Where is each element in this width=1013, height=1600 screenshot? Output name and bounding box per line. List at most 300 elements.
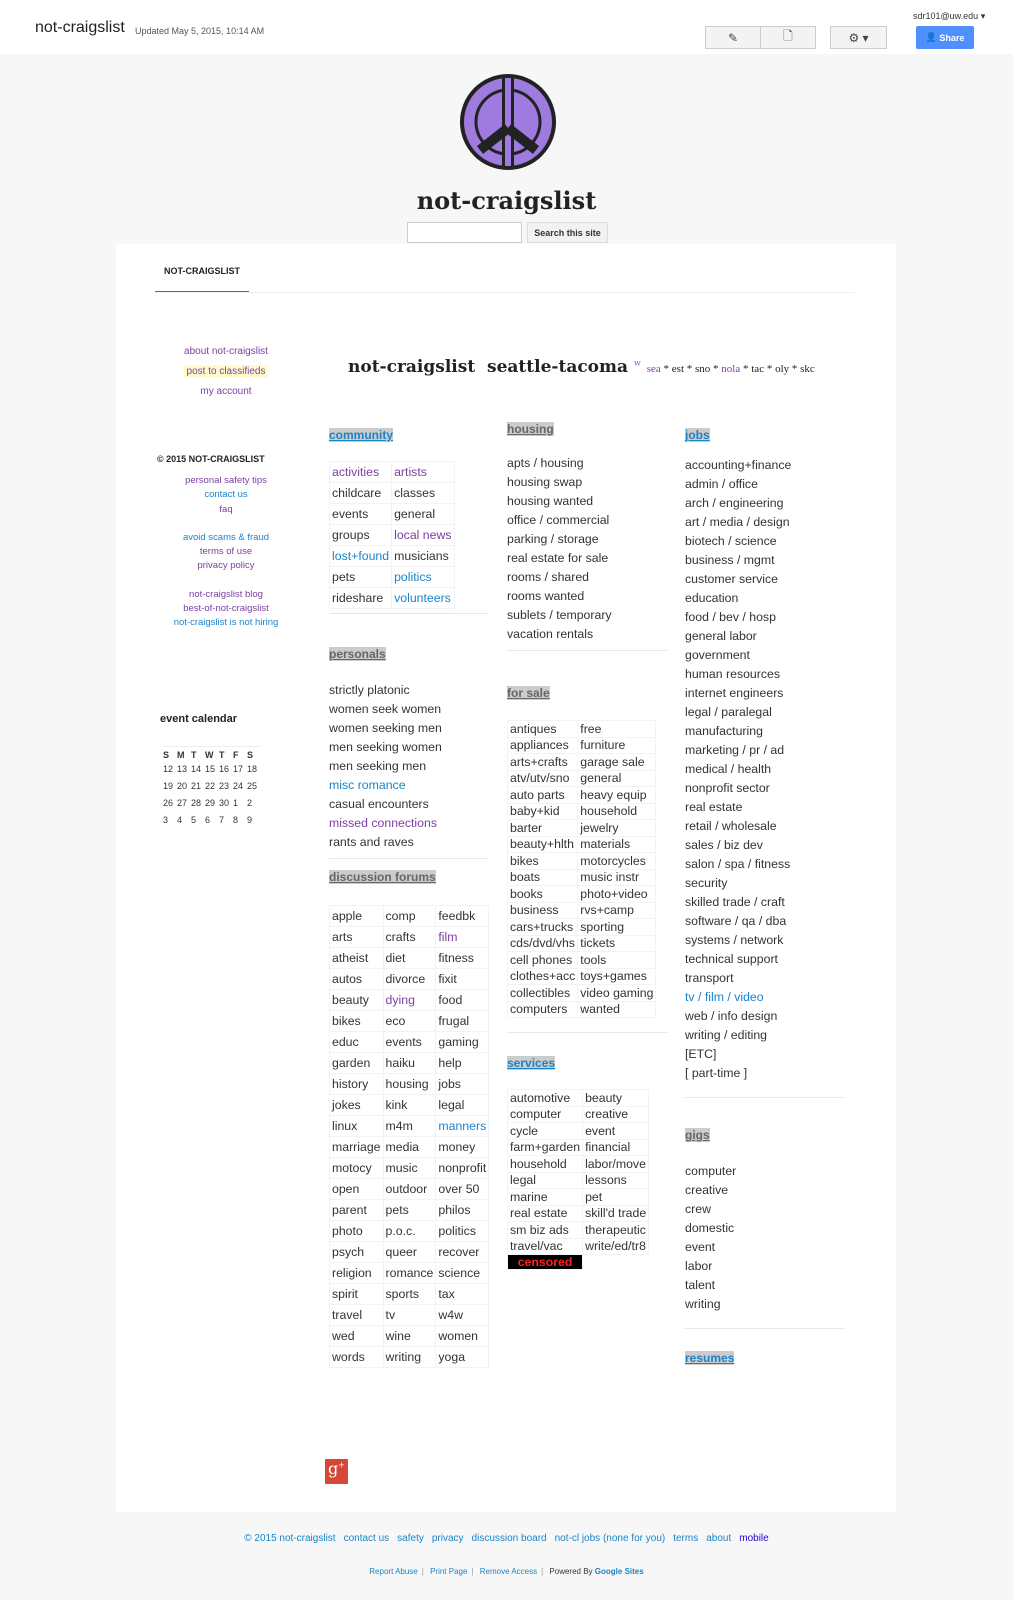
area-link[interactable]: nola bbox=[721, 363, 741, 375]
calendar-day[interactable]: 3 bbox=[163, 814, 169, 825]
category-link[interactable]: autos bbox=[330, 969, 384, 990]
table-row bbox=[330, 1179, 489, 1200]
area-links: sea * est * sno * nola * tac * oly * skc bbox=[646, 363, 815, 375]
category-link[interactable]: kink bbox=[383, 1095, 436, 1116]
category-link[interactable]: musicians bbox=[392, 546, 454, 567]
table-row bbox=[508, 1106, 649, 1123]
category-link[interactable]: writing bbox=[383, 1347, 436, 1368]
category-link[interactable]: skilled trade / craft bbox=[685, 895, 785, 909]
category-link[interactable]: m4m bbox=[383, 1116, 436, 1137]
table-row bbox=[330, 567, 455, 588]
category-link[interactable]: sporting bbox=[578, 919, 656, 936]
category-link[interactable]: business bbox=[508, 902, 578, 919]
category-link[interactable]: event bbox=[583, 1123, 649, 1140]
report-abuse-link[interactable]: Report Abuse bbox=[369, 1567, 418, 1576]
category-link[interactable]: pets bbox=[383, 1200, 436, 1221]
category-link[interactable]: systems / network bbox=[685, 933, 784, 947]
my-account-link[interactable]: my account bbox=[200, 386, 252, 397]
calendar-day[interactable]: 8 bbox=[233, 814, 239, 825]
category-link[interactable]: groups bbox=[330, 525, 392, 546]
services-section bbox=[507, 1054, 667, 1270]
category-link[interactable]: money bbox=[436, 1137, 489, 1158]
calendar-day[interactable]: 27 bbox=[177, 797, 188, 808]
category-link[interactable]: real estate bbox=[685, 800, 743, 814]
category-link[interactable]: history bbox=[330, 1074, 384, 1095]
calendar-day[interactable]: 23 bbox=[219, 780, 230, 791]
category-link[interactable]: jewelry bbox=[578, 820, 656, 837]
footer-links bbox=[0, 1533, 1013, 1544]
category-link[interactable]: haiku bbox=[383, 1053, 436, 1074]
category-link[interactable]: barter bbox=[508, 820, 578, 837]
category-link[interactable]: manners bbox=[436, 1116, 489, 1137]
category-link[interactable]: women bbox=[436, 1326, 489, 1347]
category-link[interactable]: casual encounters bbox=[329, 797, 429, 811]
category-link[interactable]: arts bbox=[330, 927, 384, 948]
category-link[interactable]: volunteers bbox=[392, 588, 454, 609]
category-link[interactable]: general labor bbox=[685, 629, 757, 643]
category-link[interactable]: parking / storage bbox=[507, 532, 599, 546]
footer-link[interactable]: terms bbox=[673, 1533, 699, 1544]
category-link[interactable]: tools bbox=[578, 952, 656, 969]
category-link[interactable]: rideshare bbox=[330, 588, 392, 609]
user-account-menu[interactable]: sdr101@uw.edu ▾ bbox=[913, 11, 986, 21]
category-link[interactable]: computer bbox=[685, 1164, 737, 1178]
category-link[interactable]: tv bbox=[383, 1305, 436, 1326]
category-link[interactable]: cell phones bbox=[508, 952, 578, 969]
table-row bbox=[330, 483, 455, 504]
footer-link[interactable]: privacy bbox=[431, 1533, 464, 1544]
category-link[interactable]: marine bbox=[508, 1189, 583, 1206]
category-link[interactable]: travel bbox=[330, 1305, 384, 1326]
category-link[interactable]: human resources bbox=[685, 667, 781, 681]
category-link[interactable]: technical support bbox=[685, 952, 778, 966]
tab-divider bbox=[155, 292, 855, 293]
user-email: sdr101@uw.edu bbox=[913, 11, 979, 21]
footer-info-link[interactable]: best-of-not-craigslist bbox=[183, 603, 269, 615]
calendar-day[interactable]: 22 bbox=[205, 780, 216, 791]
category-link[interactable]: labor/move bbox=[583, 1156, 649, 1173]
category-link[interactable]: marriage bbox=[330, 1137, 384, 1158]
community-heading[interactable]: community bbox=[329, 428, 394, 442]
footer-link[interactable]: contact us bbox=[343, 1533, 390, 1544]
category-link[interactable]: wine bbox=[383, 1326, 436, 1347]
category-link[interactable]: biotech / science bbox=[685, 534, 777, 548]
category-link[interactable]: rvs+camp bbox=[578, 902, 656, 919]
category-link[interactable]: pets bbox=[330, 567, 392, 588]
category-link[interactable]: wed bbox=[330, 1326, 384, 1347]
category-link[interactable]: event bbox=[685, 1240, 716, 1254]
category-link[interactable]: government bbox=[685, 648, 750, 662]
category-link[interactable]: help bbox=[436, 1053, 489, 1074]
left-links bbox=[151, 346, 301, 397]
category-link[interactable]: philos bbox=[436, 1200, 489, 1221]
area-link[interactable]: sea bbox=[646, 363, 661, 375]
category-link[interactable]: lessons bbox=[583, 1172, 649, 1189]
settings-button[interactable] bbox=[830, 26, 887, 49]
category-link[interactable]: food bbox=[436, 990, 489, 1011]
category-link[interactable]: beauty+hlth bbox=[508, 836, 578, 853]
category-link[interactable]: apts / housing bbox=[507, 456, 584, 470]
calendar-day[interactable]: 17 bbox=[233, 763, 244, 774]
category-link[interactable]: domestic bbox=[685, 1221, 735, 1235]
calendar-day[interactable]: 19 bbox=[163, 780, 174, 791]
category-link[interactable]: internet engineers bbox=[685, 686, 784, 700]
category-link[interactable]: men seeking men bbox=[329, 759, 427, 773]
category-link[interactable]: retail / wholesale bbox=[685, 819, 777, 833]
footer-info-link[interactable]: contact us bbox=[204, 489, 248, 501]
calendar-day[interactable]: 18 bbox=[247, 763, 258, 774]
category-link[interactable]: gaming bbox=[436, 1032, 489, 1053]
category-link[interactable]: photo+video bbox=[578, 886, 656, 903]
calendar-day[interactable]: 1 bbox=[233, 797, 239, 808]
category-link[interactable]: therapeutic bbox=[583, 1222, 649, 1239]
category-link[interactable]: computer bbox=[508, 1106, 583, 1123]
area-link[interactable]: skc bbox=[800, 363, 815, 375]
category-link[interactable]: politics bbox=[436, 1221, 489, 1242]
calendar-day[interactable]: 20 bbox=[177, 780, 188, 791]
category-link[interactable]: tv / film / video bbox=[685, 990, 764, 1004]
category-link[interactable]: legal bbox=[436, 1095, 489, 1116]
category-link[interactable]: diet bbox=[383, 948, 436, 969]
services-table bbox=[507, 1089, 649, 1270]
area-link[interactable]: oly bbox=[775, 363, 790, 375]
calendar-day[interactable]: 9 bbox=[247, 814, 253, 825]
post-to-classifieds-link[interactable]: post to classifieds bbox=[184, 365, 269, 378]
category-link[interactable]: housing bbox=[383, 1074, 436, 1095]
category-link[interactable]: talent bbox=[685, 1278, 716, 1292]
google-sites-link[interactable]: Google Sites bbox=[594, 1567, 644, 1576]
category-link[interactable]: motocy bbox=[330, 1158, 384, 1179]
category-link[interactable]: vacation rentals bbox=[507, 627, 594, 641]
for-sale-heading[interactable]: for sale bbox=[507, 686, 550, 700]
category-link[interactable]: strictly platonic bbox=[329, 683, 410, 697]
category-link[interactable]: jobs bbox=[436, 1074, 489, 1095]
table-row bbox=[330, 1053, 489, 1074]
category-link[interactable]: legal bbox=[508, 1172, 583, 1189]
footer-info-link[interactable]: not-craigslist is not hiring bbox=[173, 617, 279, 629]
category-link[interactable]: arch / engineering bbox=[685, 496, 784, 510]
category-link[interactable]: comp bbox=[383, 906, 436, 927]
category-link[interactable]: outdoor bbox=[383, 1179, 436, 1200]
category-link[interactable]: missed connections bbox=[329, 816, 437, 830]
calendar-day[interactable]: 28 bbox=[191, 797, 202, 808]
footer-info-link[interactable]: personal safety tips bbox=[185, 475, 267, 486]
category-link[interactable]: frugal bbox=[436, 1011, 489, 1032]
category-link[interactable]: food / bev / hosp bbox=[685, 610, 776, 624]
footer-info-link[interactable]: privacy policy bbox=[197, 560, 255, 572]
category-link[interactable]: accounting+finance bbox=[685, 458, 792, 472]
personals-heading[interactable]: personals bbox=[329, 647, 386, 661]
category-link[interactable]: beauty bbox=[583, 1090, 649, 1107]
remove-access-link[interactable]: Remove Access bbox=[479, 1567, 538, 1576]
category-link[interactable]: cars+trucks bbox=[508, 919, 578, 936]
category-link[interactable]: yoga bbox=[436, 1347, 489, 1368]
category-link[interactable]: wanted bbox=[578, 1001, 656, 1018]
category-link[interactable]: creative bbox=[685, 1183, 729, 1197]
category-link[interactable]: crew bbox=[685, 1202, 711, 1216]
category-link[interactable]: queer bbox=[383, 1242, 436, 1263]
category-link[interactable]: romance bbox=[383, 1263, 436, 1284]
category-link[interactable]: transport bbox=[685, 971, 734, 985]
category-link[interactable]: events bbox=[383, 1032, 436, 1053]
resumes-heading[interactable]: resumes bbox=[685, 1351, 735, 1365]
category-link[interactable]: household bbox=[578, 803, 656, 820]
category-link[interactable]: psych bbox=[330, 1242, 384, 1263]
category-link[interactable]: housing wanted bbox=[507, 494, 594, 508]
category-link[interactable]: words bbox=[330, 1347, 384, 1368]
google-plus-icon[interactable]: g+ bbox=[325, 1459, 348, 1484]
category-link[interactable]: video gaming bbox=[578, 985, 656, 1002]
category-link[interactable]: business / mgmt bbox=[685, 553, 775, 567]
tab-not-craigslist[interactable]: NOT-CRAIGSLIST bbox=[155, 259, 249, 293]
footer-info-link[interactable]: faq bbox=[219, 503, 233, 515]
category-link[interactable]: music bbox=[383, 1158, 436, 1179]
category-link[interactable]: educ bbox=[330, 1032, 384, 1053]
category-link[interactable]: fitness bbox=[436, 948, 489, 969]
category-link[interactable]: antiques bbox=[508, 721, 578, 738]
category-link[interactable]: write/ed/tr8 bbox=[583, 1238, 649, 1255]
area-link[interactable]: tac bbox=[751, 363, 765, 375]
category-link[interactable]: housing swap bbox=[507, 475, 583, 489]
category-link[interactable]: religion bbox=[330, 1263, 384, 1284]
category-link[interactable]: sm biz ads bbox=[508, 1222, 583, 1239]
category-link[interactable]: garden bbox=[330, 1053, 384, 1074]
category-link[interactable]: pet bbox=[583, 1189, 649, 1206]
category-link[interactable]: customer service bbox=[685, 572, 778, 586]
print-page-link[interactable]: Print Page bbox=[430, 1567, 468, 1576]
category-link[interactable]: manufacturing bbox=[685, 724, 763, 738]
category-link[interactable]: auto parts bbox=[508, 787, 578, 804]
calendar-day[interactable]: 12 bbox=[163, 763, 174, 774]
search-input[interactable] bbox=[407, 222, 522, 243]
area-link[interactable]: sno bbox=[695, 363, 711, 375]
category-link[interactable]: recover bbox=[436, 1242, 489, 1263]
category-link[interactable]: heavy equip bbox=[578, 787, 656, 804]
category-link[interactable]: tickets bbox=[578, 935, 656, 952]
footer-info-link[interactable]: avoid scams & fraud bbox=[182, 531, 270, 543]
person-icon: 👤 bbox=[925, 32, 940, 42]
category-link[interactable]: spirit bbox=[330, 1284, 384, 1305]
category-link[interactable]: activities bbox=[330, 462, 392, 483]
community-section bbox=[329, 426, 489, 614]
category-link[interactable]: events bbox=[330, 504, 392, 525]
updated-timestamp: Updated May 5, 2015, 10:14 AM bbox=[135, 26, 265, 36]
footer-link[interactable]: about bbox=[706, 1533, 732, 1544]
category-link[interactable]: art / media / design bbox=[685, 515, 790, 529]
about-link[interactable]: about not-craigslist bbox=[184, 346, 268, 357]
footer-link[interactable]: discussion board bbox=[471, 1533, 547, 1544]
category-link[interactable]: local news bbox=[392, 525, 454, 546]
category-link[interactable]: linux bbox=[330, 1116, 384, 1137]
table-row bbox=[330, 504, 455, 525]
category-link[interactable]: misc romance bbox=[329, 778, 406, 792]
footer-info-link[interactable]: terms of use bbox=[199, 546, 253, 558]
category-link[interactable]: sales / biz dev bbox=[685, 838, 763, 852]
calendar-day[interactable]: 24 bbox=[233, 780, 244, 791]
category-link[interactable]: admin / office bbox=[685, 477, 758, 491]
category-link[interactable]: baby+kid bbox=[508, 803, 578, 820]
category-link[interactable]: film bbox=[436, 927, 489, 948]
category-link[interactable]: w4w bbox=[436, 1305, 489, 1326]
table-row bbox=[330, 927, 489, 948]
calendar-day[interactable]: 30 bbox=[219, 797, 230, 808]
calendar-day[interactable]: 15 bbox=[205, 763, 216, 774]
calendar-day[interactable]: 6 bbox=[205, 814, 211, 825]
category-link[interactable]: open bbox=[330, 1179, 384, 1200]
category-link[interactable]: jokes bbox=[330, 1095, 384, 1116]
forums-heading[interactable]: discussion forums bbox=[329, 870, 436, 884]
category-link[interactable]: bikes bbox=[330, 1011, 384, 1032]
category-link[interactable]: office / commercial bbox=[507, 513, 610, 527]
category-link[interactable]: general bbox=[392, 504, 454, 525]
footer-link[interactable]: mobile bbox=[739, 1533, 769, 1544]
calendar-day[interactable]: 13 bbox=[177, 763, 188, 774]
category-link[interactable]: skill'd trade bbox=[583, 1205, 649, 1222]
category-link[interactable]: travel/vac bbox=[508, 1238, 583, 1255]
category-link[interactable]: tax bbox=[436, 1284, 489, 1305]
calendar-day[interactable]: 14 bbox=[191, 763, 202, 774]
services-heading[interactable]: services bbox=[507, 1056, 556, 1070]
category-link[interactable]: real estate for sale bbox=[507, 551, 609, 565]
category-link[interactable]: apple bbox=[330, 906, 384, 927]
forums-table bbox=[329, 905, 489, 1368]
category-link[interactable]: p.o.c. bbox=[383, 1221, 436, 1242]
calendar-day[interactable]: 25 bbox=[247, 780, 258, 791]
category-link[interactable]: women seeking men bbox=[329, 721, 442, 735]
category-link[interactable]: science bbox=[436, 1263, 489, 1284]
category-link[interactable]: appliances bbox=[508, 737, 578, 754]
category-link[interactable]: computers bbox=[508, 1001, 578, 1018]
category-link[interactable]: motorcycles bbox=[578, 853, 656, 870]
category-link[interactable]: parent bbox=[330, 1200, 384, 1221]
category-link[interactable]: medical / health bbox=[685, 762, 772, 776]
category-link[interactable]: politics bbox=[392, 567, 454, 588]
category-link[interactable]: childcare bbox=[330, 483, 392, 504]
category-link[interactable]: collectibles bbox=[508, 985, 578, 1002]
area-link[interactable]: est bbox=[671, 363, 685, 375]
category-link[interactable]: real estate bbox=[508, 1205, 583, 1222]
category-link[interactable]: [ETC] bbox=[685, 1047, 717, 1061]
category-link[interactable]: toys+games bbox=[578, 968, 656, 985]
calendar-day[interactable]: 2 bbox=[247, 797, 253, 808]
category-link[interactable]: web / info design bbox=[685, 1009, 778, 1023]
gigs-heading[interactable]: gigs bbox=[685, 1128, 710, 1142]
category-link[interactable]: classes bbox=[392, 483, 454, 504]
category-link[interactable]: dying bbox=[383, 990, 436, 1011]
calendar-day[interactable]: 5 bbox=[191, 814, 197, 825]
category-link[interactable]: [ part-time ] bbox=[685, 1066, 748, 1080]
footer-link[interactable]: © 2015 not-craigslist bbox=[244, 1533, 336, 1544]
calendar-day[interactable]: 29 bbox=[205, 797, 216, 808]
site-name[interactable]: not-craigslist bbox=[35, 19, 125, 36]
category-link[interactable]: feedbk bbox=[436, 906, 489, 927]
category-link[interactable]: automotive bbox=[508, 1090, 583, 1107]
category-link[interactable]: clothes+acc bbox=[508, 968, 578, 985]
category-link[interactable]: creative bbox=[583, 1106, 649, 1123]
category-link[interactable]: rooms / shared bbox=[507, 570, 590, 584]
category-link[interactable]: photo bbox=[330, 1221, 384, 1242]
personals-list bbox=[329, 681, 489, 852]
category-link[interactable]: music instr bbox=[578, 869, 656, 886]
calendar-day[interactable]: 26 bbox=[163, 797, 174, 808]
search-button[interactable]: Search this site bbox=[527, 222, 608, 243]
new-page-button[interactable] bbox=[760, 26, 816, 49]
category-link[interactable]: nonprofit sector bbox=[685, 781, 770, 795]
category-link[interactable]: software / qa / dba bbox=[685, 914, 787, 928]
housing-heading[interactable]: housing bbox=[507, 422, 554, 436]
wiki-link[interactable]: w bbox=[633, 358, 641, 368]
category-link[interactable]: atv/utv/sno bbox=[508, 770, 578, 787]
footer-link[interactable]: safety bbox=[397, 1533, 424, 1544]
category-link[interactable]: arts+crafts bbox=[508, 754, 578, 771]
category-link[interactable]: women seek women bbox=[329, 702, 442, 716]
category-link[interactable]: cds/dvd/vhs bbox=[508, 935, 578, 952]
category-link[interactable]: media bbox=[383, 1137, 436, 1158]
category-link[interactable]: men seeking women bbox=[329, 740, 442, 754]
category-link[interactable]: furniture bbox=[578, 737, 656, 754]
category-link[interactable]: fixit bbox=[436, 969, 489, 990]
table-row bbox=[330, 906, 489, 927]
category-link[interactable]: rooms wanted bbox=[507, 589, 585, 603]
category-link[interactable]: financial bbox=[583, 1139, 649, 1156]
category-link[interactable]: sublets / temporary bbox=[507, 608, 612, 622]
category-link[interactable]: artists bbox=[392, 462, 454, 483]
weekday-header: W bbox=[205, 747, 219, 761]
jobs-heading[interactable]: jobs bbox=[685, 428, 710, 442]
share-button[interactable] bbox=[916, 26, 974, 49]
category-link[interactable]: atheist bbox=[330, 948, 384, 969]
category-link[interactable]: security bbox=[685, 876, 728, 890]
category-link[interactable]: beauty bbox=[330, 990, 384, 1011]
category-link[interactable]: free bbox=[578, 721, 656, 738]
category-link[interactable]: sports bbox=[383, 1284, 436, 1305]
category-link[interactable]: bikes bbox=[508, 853, 578, 870]
category-link[interactable]: lost+found bbox=[330, 546, 392, 567]
category-link[interactable]: boats bbox=[508, 869, 578, 886]
category-link[interactable]: legal / paralegal bbox=[685, 705, 772, 719]
calendar-day[interactable]: 4 bbox=[177, 814, 183, 825]
category-link[interactable]: cycle bbox=[508, 1123, 583, 1140]
category-link[interactable]: rants and raves bbox=[329, 835, 414, 849]
category-link[interactable]: farm+garden bbox=[508, 1139, 583, 1156]
category-link[interactable]: marketing / pr / ad bbox=[685, 743, 785, 757]
category-link[interactable]: education bbox=[685, 591, 739, 605]
category-link[interactable]: divorce bbox=[383, 969, 436, 990]
table-row bbox=[330, 1158, 489, 1179]
category-link[interactable]: writing bbox=[685, 1297, 721, 1311]
calendar-day[interactable]: 7 bbox=[219, 814, 225, 825]
calendar-day[interactable]: 16 bbox=[219, 763, 230, 774]
category-link[interactable]: garage sale bbox=[578, 754, 656, 771]
category-link[interactable]: writing / editing bbox=[685, 1028, 768, 1042]
edit-page-button[interactable] bbox=[705, 26, 761, 49]
powered-by-label: Powered By bbox=[549, 1567, 593, 1576]
footer-link[interactable]: not-cl jobs (none for you) bbox=[554, 1533, 666, 1544]
category-link[interactable]: nonprofit bbox=[436, 1158, 489, 1179]
table-row bbox=[330, 1137, 489, 1158]
calendar-day[interactable]: 21 bbox=[191, 780, 202, 791]
category-link[interactable]: over 50 bbox=[436, 1179, 489, 1200]
category-link[interactable]: eco bbox=[383, 1011, 436, 1032]
footer-info-link[interactable]: not-craigslist blog bbox=[189, 588, 263, 600]
category-link[interactable]: general bbox=[578, 770, 656, 787]
category-link[interactable]: materials bbox=[578, 836, 656, 853]
category-link[interactable]: books bbox=[508, 886, 578, 903]
category-link[interactable]: salon / spa / fitness bbox=[685, 857, 791, 871]
category-link[interactable]: household bbox=[508, 1156, 583, 1173]
category-link[interactable]: crafts bbox=[383, 927, 436, 948]
category-link[interactable]: labor bbox=[685, 1259, 713, 1273]
